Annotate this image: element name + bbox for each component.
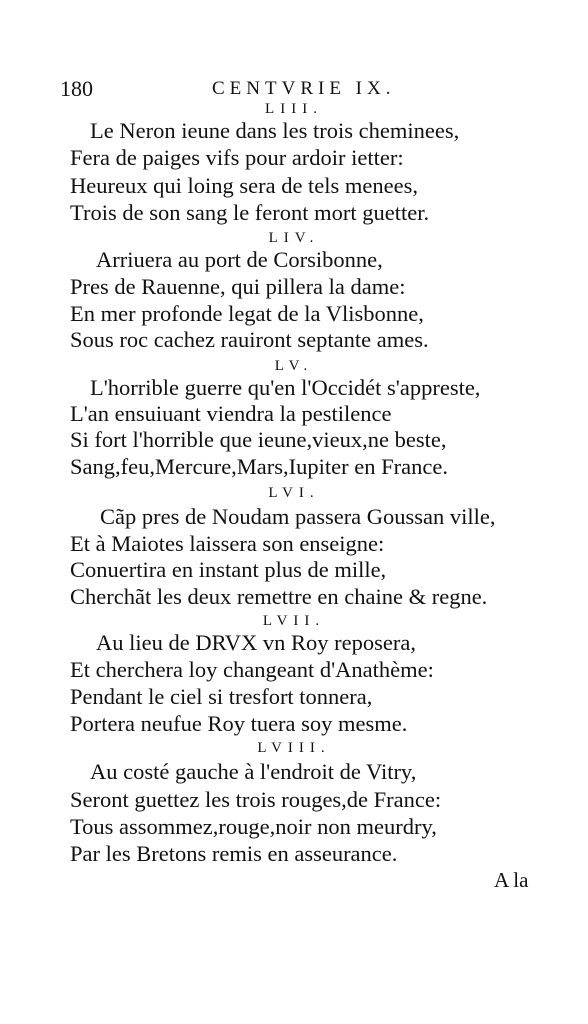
verse-line: Conuertira en instant plus de mille,: [70, 557, 387, 582]
verse-line: Tous assommez,rouge,noir non meurdry,: [70, 814, 437, 839]
quatrain-number: LIII.: [265, 101, 323, 117]
quatrain-number: LVII.: [262, 613, 326, 629]
verse-line: Trois de son sang le feront mort guetter.: [70, 200, 430, 225]
verse-line: Au lieu de DRVX vn Roy reposera,: [96, 630, 417, 655]
verse-line: Pendant le ciel si tresfort tonnera,: [70, 684, 373, 709]
verse-line: Cherchãt les deux remettre en chaine & regne.: [70, 584, 488, 609]
verse-line: Le Neron ieune dans les trois cheminees,: [90, 118, 460, 143]
verse-line: Si fort l'horrible que ieune,vieux,ne beste,: [70, 427, 447, 452]
verse-line: Et à Maiotes laissera son enseigne:: [70, 531, 385, 556]
verse-line: Et cherchera loy changeant d'Anathème:: [70, 657, 434, 682]
quatrain-number: LIV.: [268, 230, 320, 246]
verse-line: Heureux qui loing sera de tels menees,: [70, 173, 419, 198]
verse-line: Pres de Rauenne, qui pillera la dame:: [70, 274, 406, 299]
quatrain-number: LV.: [274, 358, 314, 374]
verse-line: Par les Bretons remis en asseurance.: [70, 841, 398, 866]
quatrain-number: LVI.: [268, 485, 320, 501]
verse-line: En mer profonde legat de la Vlisbonne,: [70, 301, 424, 326]
verse-line: L'an ensuiuant viendra la pestilence: [70, 401, 392, 426]
quatrain-number: LVIII.: [257, 740, 331, 756]
verse-line: Sang,feu,Mercure,Mars,Iupiter en France.: [70, 454, 448, 479]
verse-line: L'horrible guerre qu'en l'Occidét s'appreste,: [90, 375, 481, 400]
verse-line: Portera neufue Roy tuera soy mesme.: [70, 711, 408, 736]
page-number: 180: [60, 76, 93, 101]
verse-line: Au costé gauche à l'endroit de Vitry,: [90, 759, 417, 784]
running-title: CENTVRIE IX.: [212, 78, 396, 99]
catchword: A la: [494, 868, 529, 892]
verse-line: Cãp pres de Noudam passera Goussan ville,: [100, 504, 496, 529]
verse-line: Fera de paiges vifs pour ardoir ietter:: [70, 145, 404, 170]
verse-line: Seront guettez les trois rouges,de France:: [70, 787, 442, 812]
verse-line: Arriuera au port de Corsibonne,: [96, 247, 383, 272]
page-header: [0, 76, 588, 102]
verse-line: Sous roc cachez rauiront septante ames.: [70, 327, 429, 352]
